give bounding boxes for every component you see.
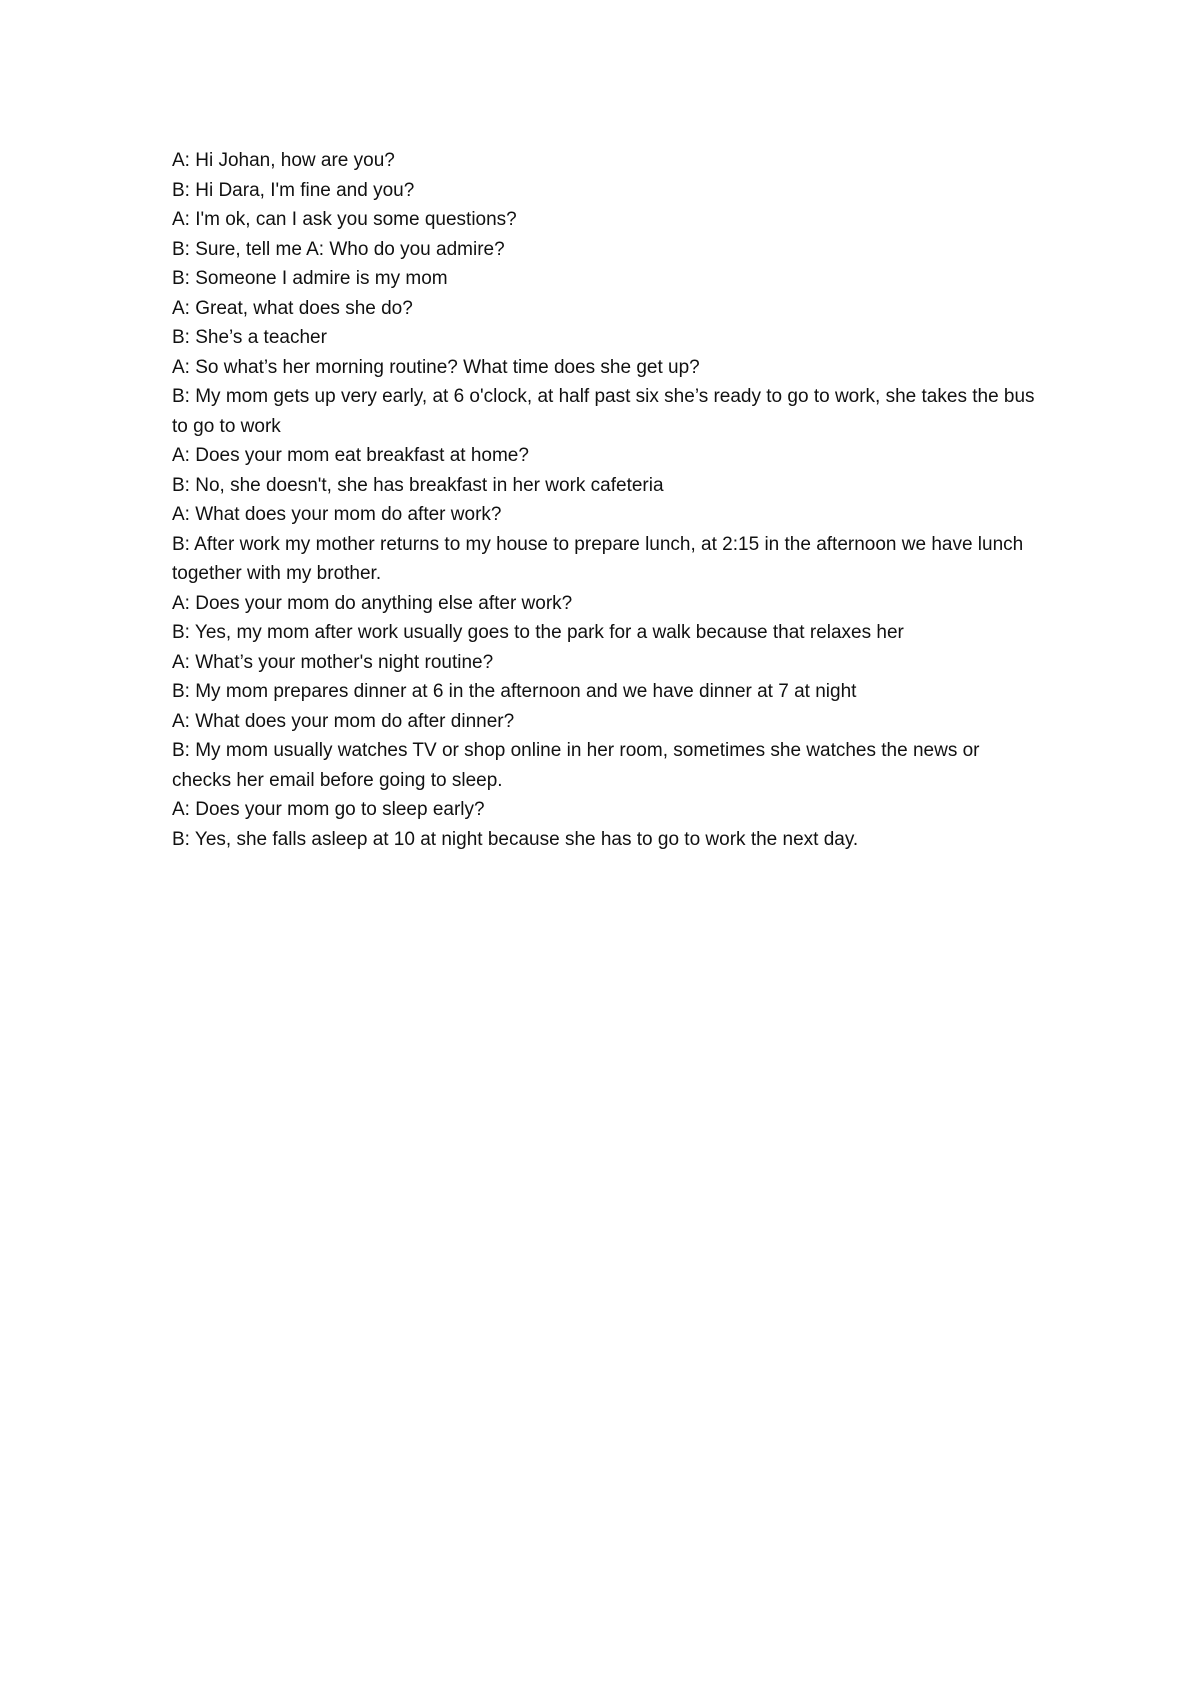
dialogue-line: B: My mom usually watches TV or shop online in her room, sometimes she watches the news or checks her email before going to sleep. (172, 740, 980, 791)
dialogue-line: B: She’s a teacher (172, 327, 327, 348)
dialogue-line: B: Sure, tell me A: Who do you admire? (172, 238, 505, 260)
dialogue-line: A: Does your mom eat breakfast at home? (172, 445, 529, 466)
dialogue-line: B: Yes, she falls asleep at 10 at night because she has to go to work the next day. (172, 828, 859, 850)
dialogue-text (172, 146, 1042, 854)
dialogue-line: B: Someone I admire is my mom (172, 268, 448, 289)
dialogue-line: A: Great, what does she do? (172, 297, 413, 319)
dialogue-line: A: I'm ok, can I ask you some questions? (172, 209, 517, 230)
dialogue-line: A: So what’s her morning routine? What time does she get up? (172, 356, 700, 378)
dialogue-line: B: After work my mother returns to my house to prepare lunch, at 2:15 in the afternoon we have lunch together with my brother. (172, 533, 1024, 584)
dialogue-line: A: What’s your mother's night routine? (172, 651, 494, 673)
dialogue-line: B: My mom prepares dinner at 6 in the afternoon and we have dinner at 7 at night (172, 681, 857, 702)
dialogue-line: B: No, she doesn't, she has breakfast in her work cafeteria (172, 474, 664, 496)
dialogue-line: A: Hi Johan, how are you? (172, 150, 395, 171)
dialogue-line: A: What does your mom do after dinner? (172, 710, 515, 732)
dialogue-line: A: Does your mom go to sleep early? (172, 799, 485, 820)
dialogue-line: B: Yes, my mom after work usually goes to the park for a walk because that relaxes her (172, 622, 904, 643)
dialogue-line: A: Does your mom do anything else after work? (172, 592, 573, 614)
dialogue-line: A: What does your mom do after work? (172, 504, 502, 525)
dialogue-line: B: My mom gets up very early, at 6 o'clock, at half past six she’s ready to go to work, she takes the bus to go to work (172, 386, 1035, 437)
dialogue-line: B: Hi Dara, I'm fine and you? (172, 179, 415, 201)
